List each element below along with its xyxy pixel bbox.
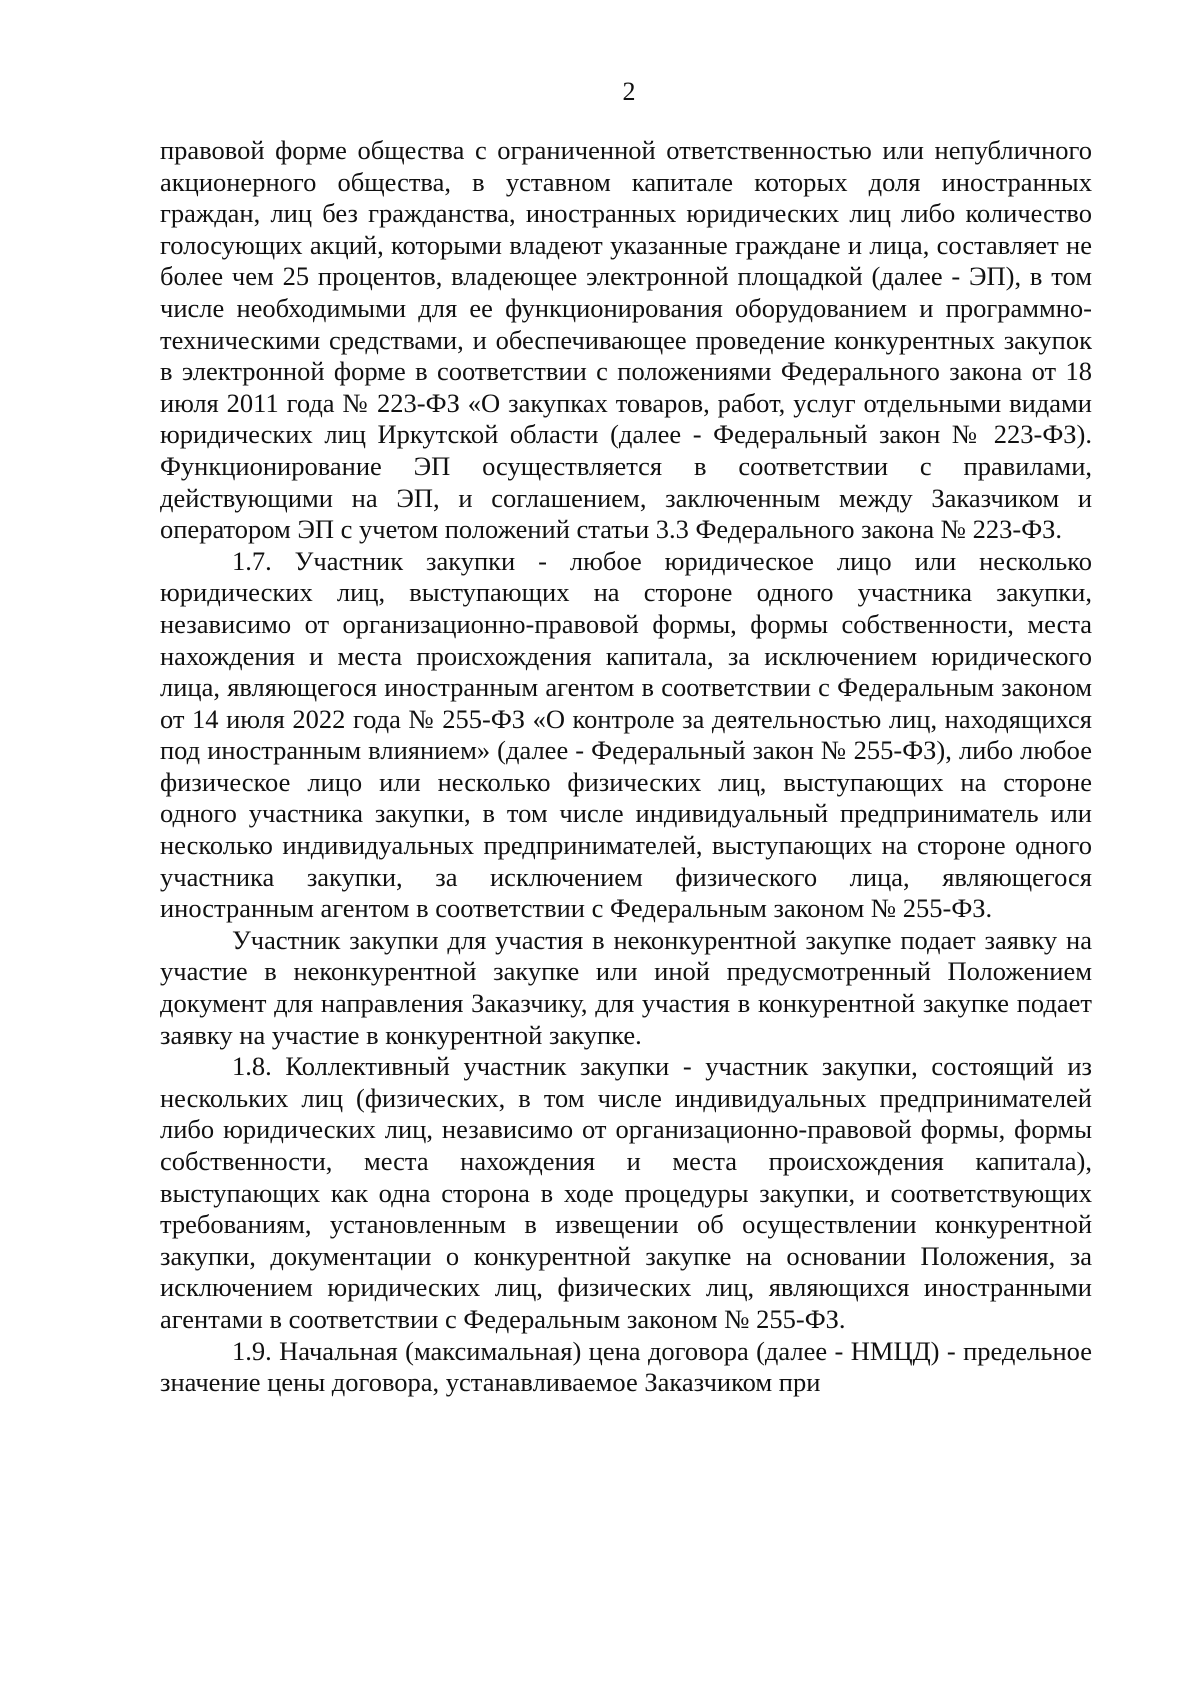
paragraph-operator-definition-continued: правовой форме общества с ограниченной ответственностью или непубличного акционерного общества, в уставном капитале которых доля иностранных граждан, лиц без гражданства, иностранных юридических лиц либо количество голосующих акций, которыми владеют указанные граждане и лица, составляет не более чем 25 процентов, владеющее электронной площадкой (далее - ЭП), в том числе необходимыми для ее функционирования оборудованием и программно-техническими средствами, и обеспечивающее проведение конкурентных закупок в электронной форме в соответствии с положениями Федерального закона от 18 июля 2011 года № 223-ФЗ «О закупках товаров, работ, услуг отдельными видами юридических лиц Иркутской области (далее - Федеральный закон № 223-ФЗ). Функционирование ЭП осуществляется в соответствии с правилами, действующими на ЭП, и соглашением, заключенным между Заказчиком и оператором ЭП с учетом положений статьи 3.3 Федерального закона № 223-ФЗ. xyxy=(160,135,1092,545)
paragraph-1-9-initial-price: 1.9. Начальная (максимальная) цена договора (далее - НМЦД) - предельное значение цены договора, устанавливаемое Заказчиком при xyxy=(160,1335,1092,1398)
document-body xyxy=(160,135,1092,1399)
paragraph-participant-application: Участник закупки для участия в неконкурентной закупке подает заявку на участие в неконкурентной закупке или иной предусмотренный Положением документ для направления Заказчику, для участия в конкурентной закупке подает заявку на участие в конкурентной закупке. xyxy=(160,924,1092,1050)
page-number: 2 xyxy=(622,77,636,106)
paragraph-1-8-collective-participant: 1.8. Коллективный участник закупки - участник закупки, состоящий из нескольких лиц (физических, в том числе индивидуальных предпринимателей либо юридических лиц, независимо от организационно-правовой формы, формы собственности, места нахождения и места происхождения капитала), выступающих как одна сторона в ходе процедуры закупки, и соответствующих требованиям, установленным в извещении об осуществлении конкурентной закупки, документации о конкурентной закупке на основании Положения, за исключением юридических лиц, физических лиц, являющихся иностранными агентами в соответствии с Федеральным законом № 255-ФЗ. xyxy=(160,1051,1092,1334)
paragraph-1-7-participant: 1.7. Участник закупки - любое юридическое лицо или несколько юридических лиц, выступающих на стороне одного участника закупки, независимо от организационно-правовой формы, формы собственности, места нахождения и места происхождения капитала, за исключением юридического лица, являющегося иностранным агентом в соответствии с Федеральным законом от 14 июля 2022 года № 255-ФЗ «О контроле за деятельностью лиц, находящихся под иностранным влиянием» (далее - Федеральный закон № 255-ФЗ), либо любое физическое лицо или несколько физических лиц, выступающих на стороне одного участника закупки, в том числе индивидуальный предприниматель или несколько индивидуальных предпринимателей, выступающих на стороне одного участника закупки, за исключением физического лица, являющегося иностранным агентом в соответствии с Федеральным законом № 255-ФЗ. xyxy=(160,545,1092,924)
